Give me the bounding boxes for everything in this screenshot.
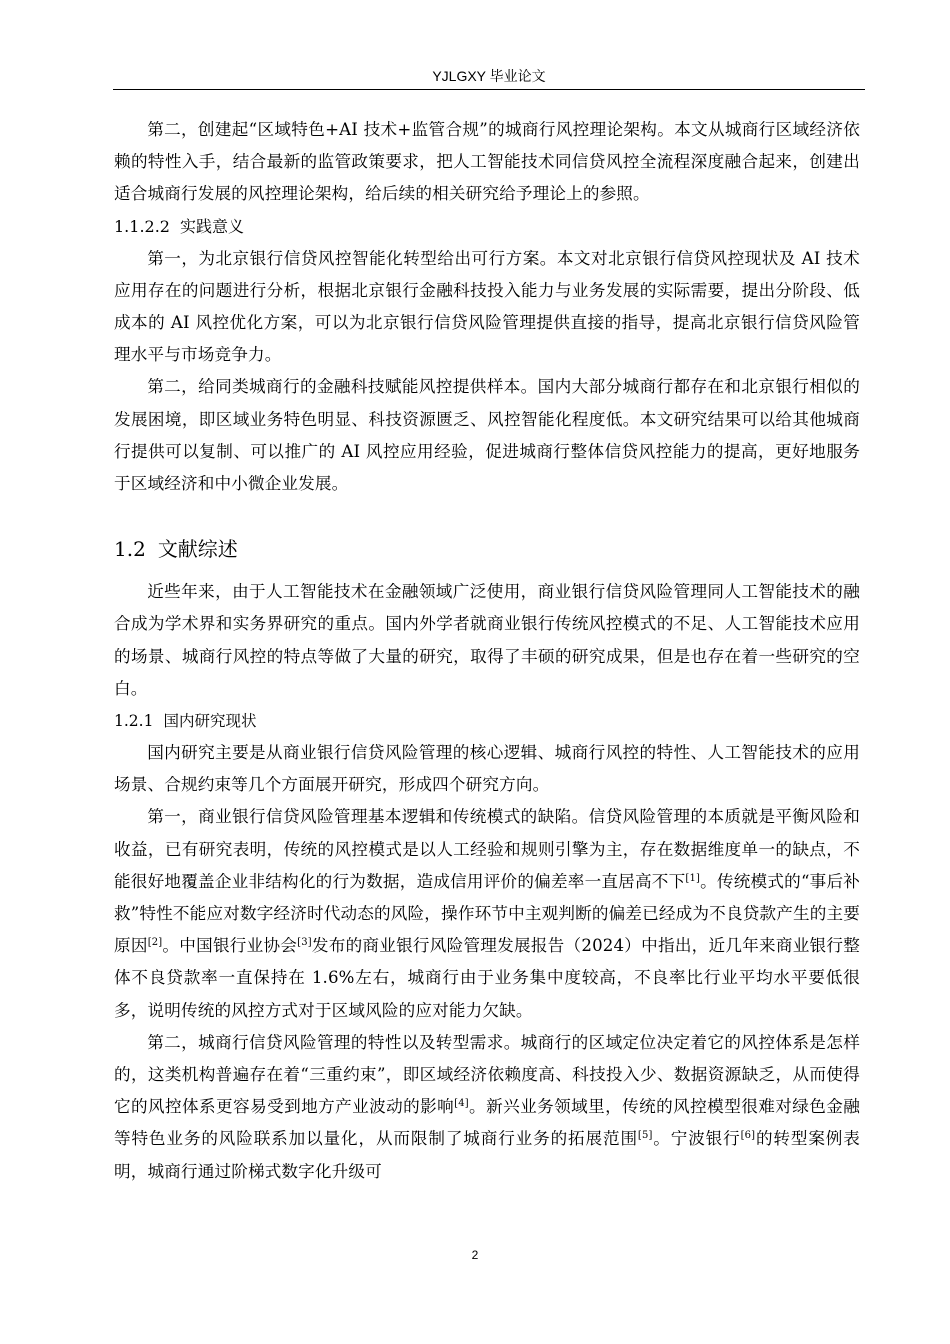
heading-1-2-1 [114,705,860,737]
page-content [114,114,860,1188]
page-header: YJLGXY 毕业论文 [432,68,546,84]
text-run: 。传统模式的“事后补救”特性不能应对数字经济时代动态的风险，操作环节中主观判断的偏差已经成为不良贷款产生的主要原因 [114,871,860,956]
citation-1: [1] [685,872,701,884]
text-run: 第一，商业银行信贷风险管理基本逻辑和传统模式的缺陷。信贷风险管理的本质就是平衡风险和收益，已有研究表明，传统的风控模式是以人工经验和规则引擎为主，存在数据维度单一的缺点，不能很好地覆盖企业非结构化的行为数据，造成信用评价的偏差率一直居高不下 [114,807,860,891]
paragraph-domestic-second [114,1027,860,1188]
citation-4: [4] [454,1098,469,1110]
citation-2: [2] [147,937,163,949]
text-run: 。新兴业务领域里，传统的风控模型很难对绿色金融等特色业务的风险联系加以量化，从而限制了城商行业务的拓展范围 [114,1097,860,1149]
text-run: 发布的商业银行风险管理发展报告（2024）中指出，近几年来商业银行整体不良贷款率一直保持在 1.6%左右，城商行由于业务集中度较高，不良率比行业平均水平要低很多，说明传统的风控方式对于区域风险的应对能力欠缺。 [114,936,860,1020]
paragraph-literature-review: 近些年来，由于人工智能技术在金融领域广泛使用，商业银行信贷风险管理同人工智能技术的融合成为学术界和实务界研究的重点。国内外学者就商业银行传统风控模式的不足、人工智能技术应用的场景、城商行风控的特点等做了大量的研究，取得了丰硕的研究成果，但是也存在着一些研究的空白。 [114,582,860,698]
heading-1-1-2-2 [114,211,860,243]
citation-5: [5] [637,1130,653,1142]
paragraph-domestic-overview: 国内研究主要是从商业银行信贷风险管理的核心逻辑、城商行风控的特性、人工智能技术的应用场景、合规约束等几个方面展开研究，形成四个研究方向。 [114,743,860,795]
heading-1-2 [114,534,860,564]
text-run: 。宁波银行 [652,1129,741,1149]
heading-number: 1.1.2.2 [114,216,170,236]
heading-title: 文献综述 [157,537,238,562]
text-run: 的转型案例表明，城商行通过阶梯式数字化升级可 [114,1129,861,1181]
heading-number: 1.2 [114,537,146,562]
paragraph-theory-second: 第二，创建起“区域特色+AI 技术+监管合规”的城商行风控理论架构。本文从城商行区域经济依赖的特性入手，结合最新的监管政策要求，把人工智能技术同信贷风控全流程深度融合起来，创建出适合城商行发展的风控理论架构，给后续的相关研究给予理论上的参照。 [114,120,860,204]
heading-title: 实践意义 [179,216,244,236]
citation-6: [6] [740,1130,756,1142]
paragraph-practice-first: 第一，为北京银行信贷风控智能化转型给出可行方案。本文对北京银行信贷风控现状及 AI 技术应用存在的问题进行分析，根据北京银行金融科技投入能力与业务发展的实际需要，提出分阶段、低成本的 AI 风控优化方案，可以为北京银行信贷风险管理提供直接的指导，提高北京银行信贷风险管理水平与市场竞争力。 [114,248,860,365]
paragraph-practice-second: 第二，给同类城商行的金融科技赋能风控提供样本。国内大部分城商行都存在和北京银行相似的发展困境，即区域业务特色明显、科技资源匮乏、风控智能化程度低。本文研究结果可以给其他城商行提供可以复制、可以推广的 AI 风控应用经验，促进城商行整体信贷风控能力的提高，更好地服务于区域经济和中小微企业发展。 [114,377,860,494]
header-divider [113,89,865,90]
citation-3: [3] [297,937,312,949]
paragraph-domestic-first [114,801,860,1026]
heading-title: 国内研究现状 [163,712,257,731]
page-number: 2 [471,1248,479,1262]
text-run: 第二，城商行信贷风险管理的特性以及转型需求。城商行的区域定位决定着它的风控体系是怎样的，这类机构普遍存在着“三重约束”，即区域经济依赖度高、科技投入少、数据资源缺乏，从而使得它的风控体系更容易受到地方产业波动的影响 [114,1032,860,1117]
text-run: 。中国银行业协会 [162,936,298,956]
heading-number: 1.2.1 [114,712,154,731]
